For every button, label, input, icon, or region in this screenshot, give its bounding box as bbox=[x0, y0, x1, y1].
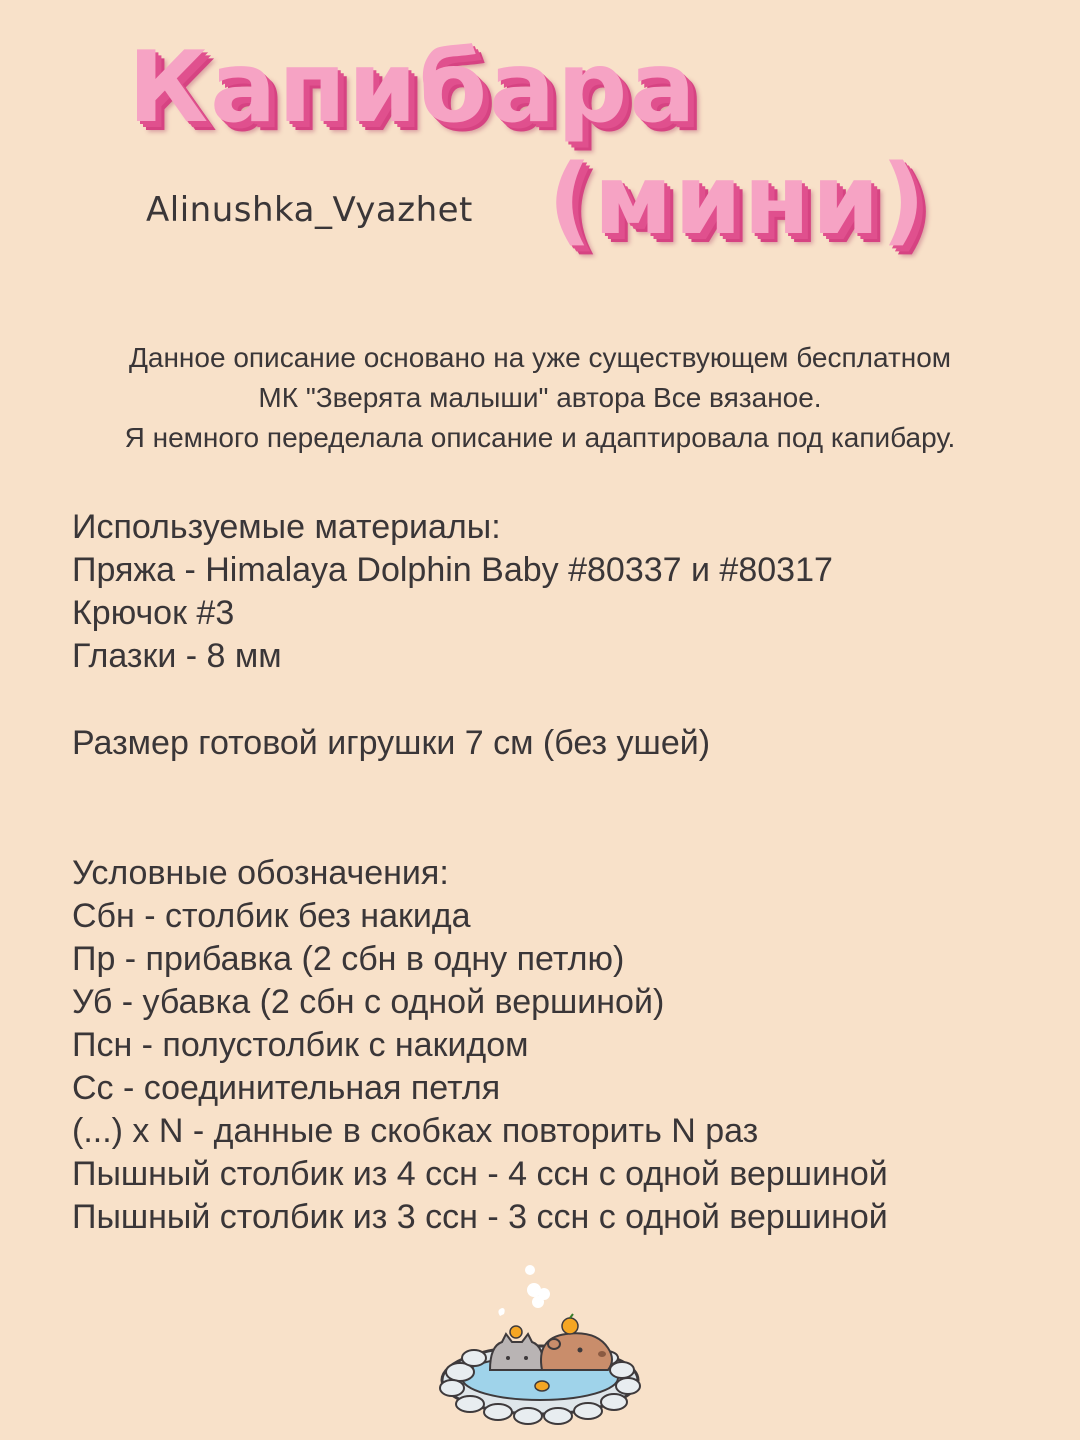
author-name: Alinushka_Vyazhet bbox=[146, 190, 473, 230]
legend-item: Сбн - столбик без накида bbox=[72, 897, 471, 935]
legend-item: Пр - прибавка (2 сбн в одну петлю) bbox=[72, 940, 625, 978]
intro-line: Я немного переделала описание и адаптировала под капибару. bbox=[124, 422, 956, 453]
intro-text bbox=[0, 338, 1080, 458]
capybara-hot-spring-icon bbox=[430, 1258, 650, 1428]
materials-item: Крючок #3 bbox=[72, 594, 235, 632]
materials-item: Глазки - 8 мм bbox=[72, 637, 282, 675]
legend-item: Пышный столбик из 4 ссн - 4 ссн с одной вершиной bbox=[72, 1155, 888, 1193]
legend-item: Сс - соединительная петля bbox=[72, 1069, 501, 1107]
materials-item: Пряжа - Himalaya Dolphin Baby #80337 и #80317 bbox=[72, 551, 833, 589]
legend-item: (...) x N - данные в скобках повторить N раз bbox=[72, 1112, 759, 1150]
legend-item: Пышный столбик из 3 ссн - 3 ссн с одной вершиной bbox=[72, 1198, 888, 1236]
legend-heading: Условные обозначения: bbox=[72, 854, 449, 892]
materials-heading: Используемые материалы: bbox=[72, 508, 501, 546]
size-section bbox=[72, 722, 1052, 765]
materials-section bbox=[72, 506, 1052, 678]
legend-item: Псн - полустолбик с накидом bbox=[72, 1026, 529, 1064]
legend-item: Уб - убавка (2 сбн с одной вершиной) bbox=[72, 983, 665, 1021]
intro-line: МК "Зверята малыши" автора Все вязаное. bbox=[258, 382, 822, 413]
page-subtitle: (мини) bbox=[548, 144, 928, 256]
size-text: Размер готовой игрушки 7 см (без ушей) bbox=[72, 724, 711, 762]
legend-section bbox=[72, 852, 1052, 1239]
intro-line: Данное описание основано на уже существующем бесплатном bbox=[128, 342, 952, 373]
page-title: Капибара bbox=[128, 31, 698, 145]
